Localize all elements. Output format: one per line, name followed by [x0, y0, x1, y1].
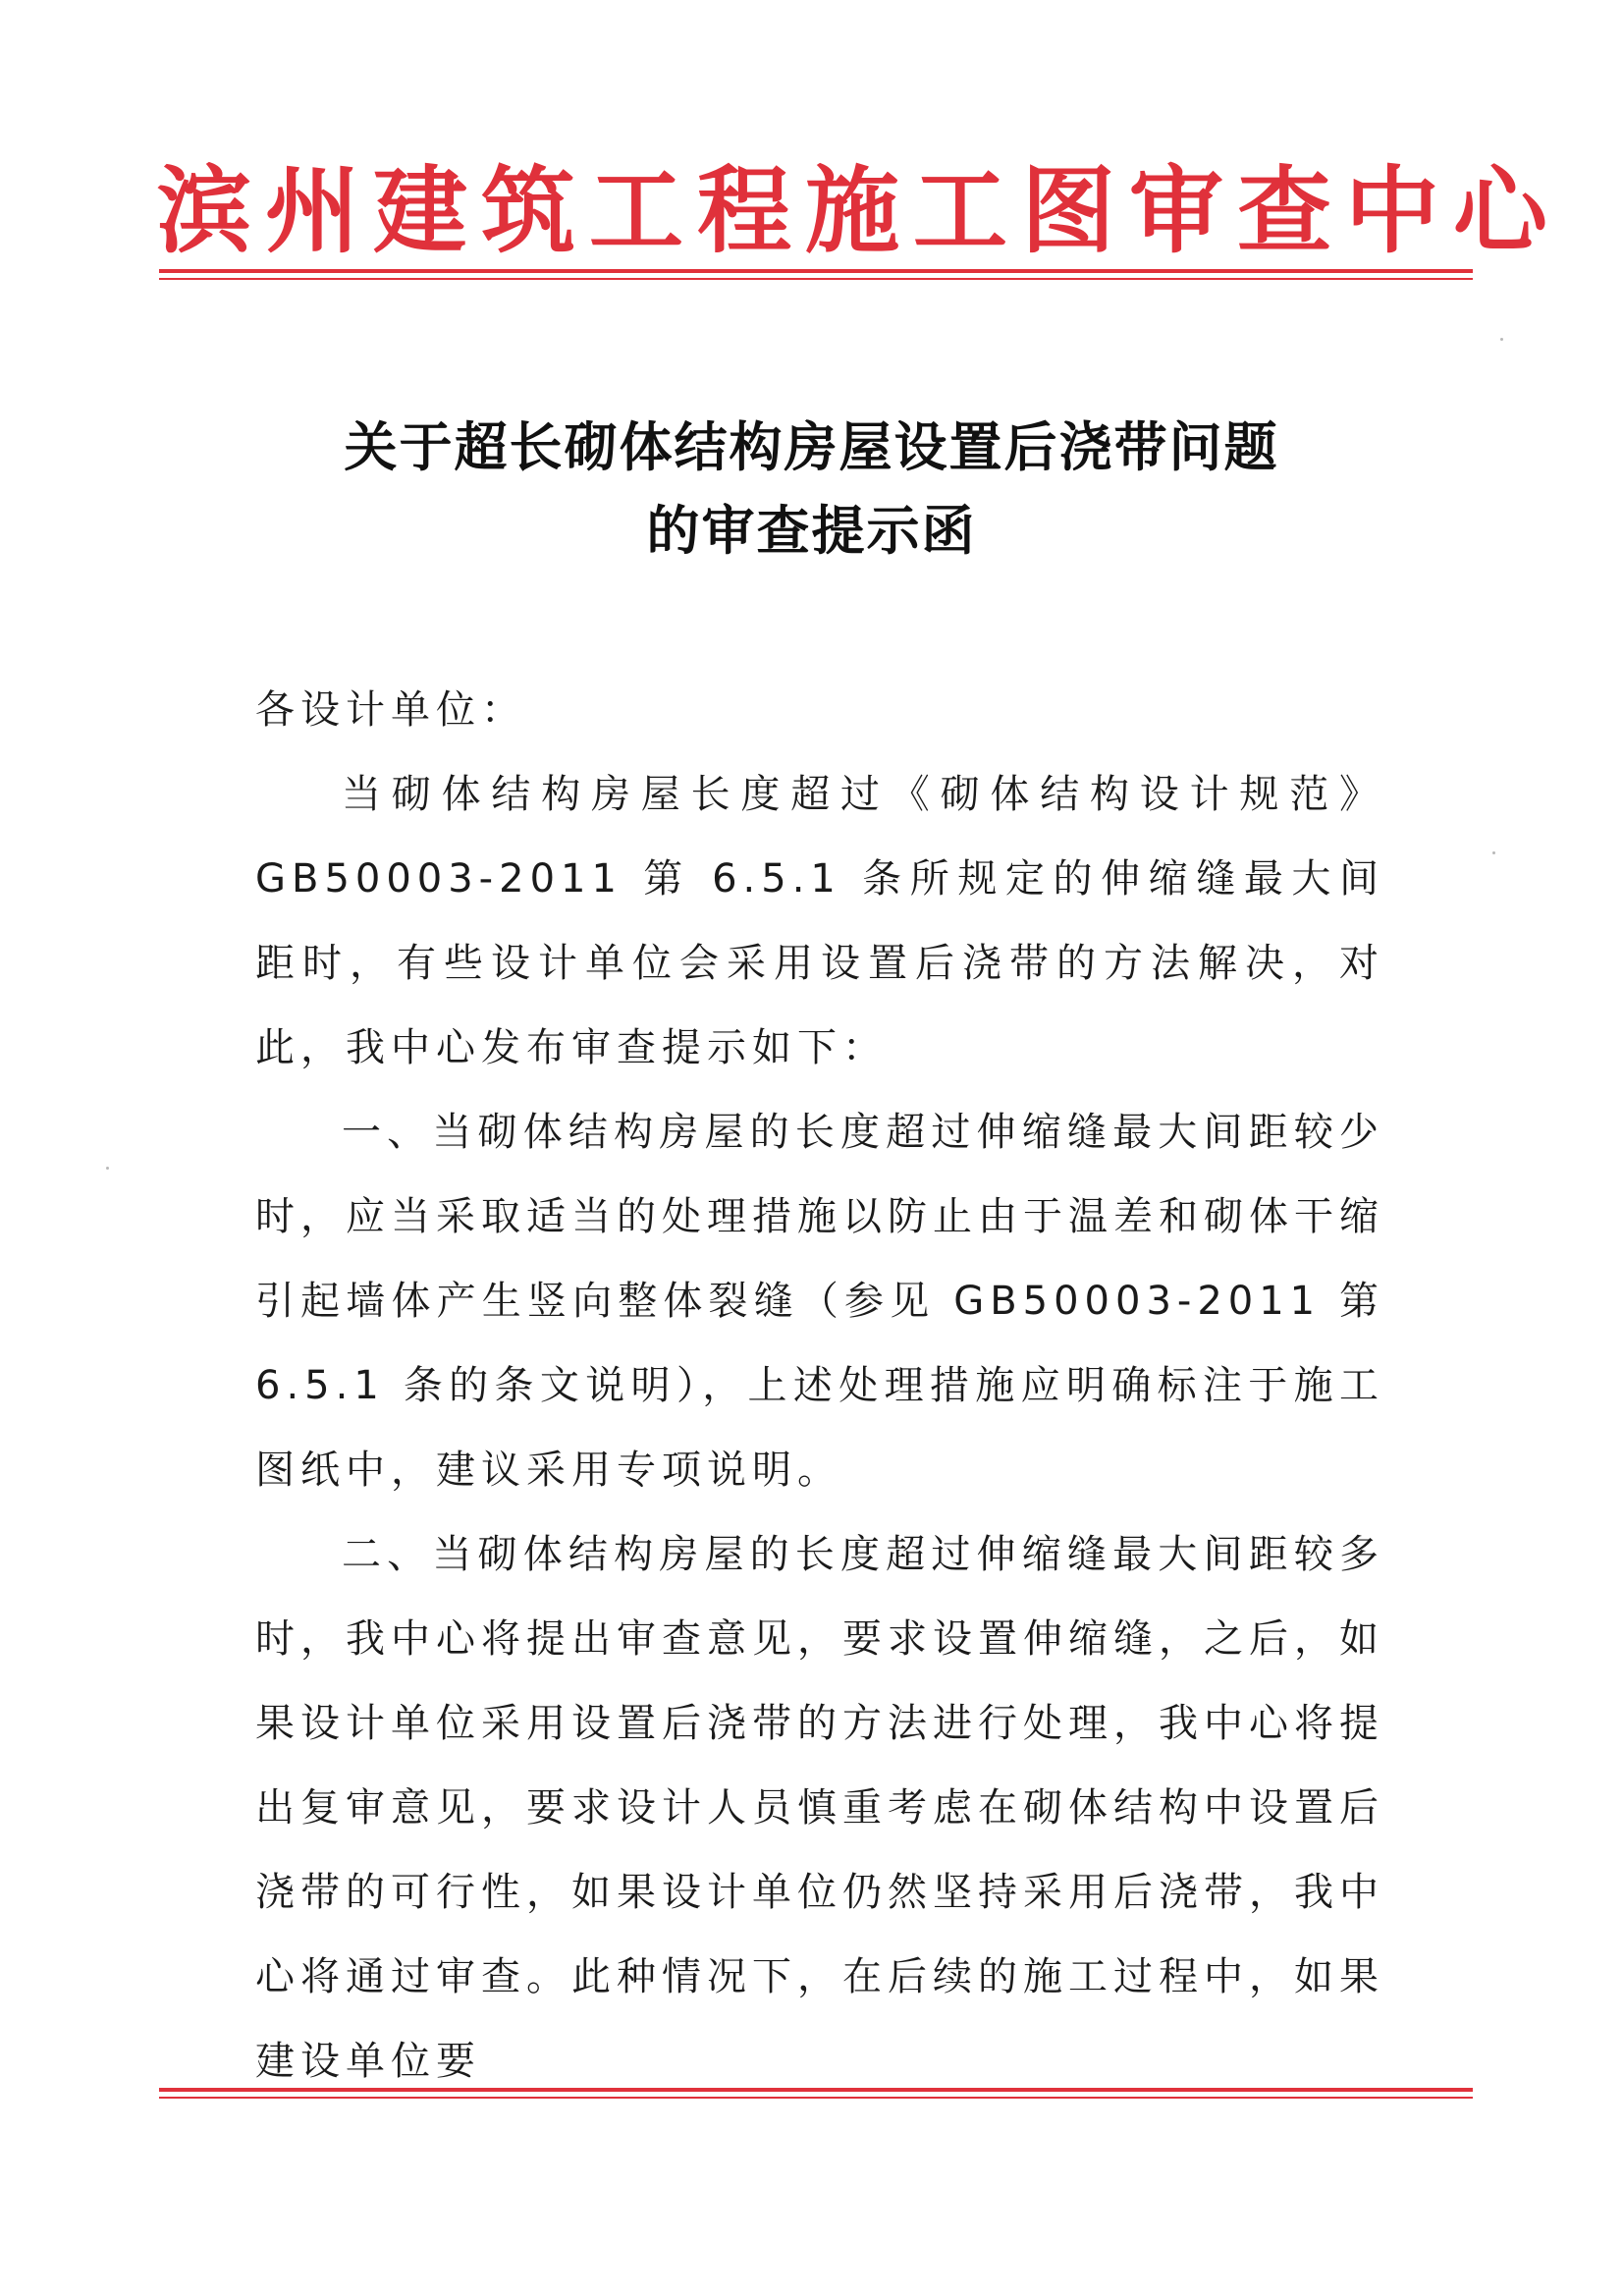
letterhead-organization-name: 滨州建筑工程施工图审查中心: [157, 155, 1561, 266]
body-paragraph-intro: 当砌体结构房屋长度超过《砌体结构设计规范》GB50003-2011 第 6.5.1 条所规定的伸缩缝最大间距时，有些设计单位会采用设置后浇带的方法解决，对此，我中心发布审查提示如下：: [255, 772, 1384, 1070]
letterhead-red-rule-thick: [159, 269, 1473, 273]
body-paragraph-item-2: 二、当砌体结构房屋的长度超过伸缩缝最大间距较多时，我中心将提出审查意见，要求设置伸缩缝，之后，如果设计单位采用设置后浇带的方法进行处理，我中心将提出复审意见，要求设计人员慎重考虑在砌体结构中设置后浇带的可行性，如果设计单位仍然坚持采用后浇带，我中心将通过审查。此种情况下，在后续的施工过程中，如果建设单位要: [255, 1532, 1384, 2084]
scan-speck: [106, 1167, 109, 1170]
body-paragraph-item-1: 一、当砌体结构房屋的长度超过伸缩缝最大间距较少时，应当采取适当的处理措施以防止由于温差和砌体干缩引起墙体产生竖向整体裂缝（参见 GB50003-2011 第 6.5.1 条的条文说明），上述处理措施应明确标注于施工图纸中，建议采用专项说明。: [255, 1110, 1384, 1493]
salutation: 各设计单位：: [255, 687, 526, 733]
footer-red-rule-thin: [159, 2097, 1473, 2099]
document-title-line-1: 关于超长砌体结构房屋设置后浇带问题: [344, 415, 1279, 478]
letterhead-red-rule-thin: [159, 278, 1473, 280]
footer-red-rule-thick: [159, 2088, 1473, 2092]
scan-speck: [1500, 338, 1503, 341]
scan-speck: [1492, 851, 1495, 854]
document-title-line-2: 的审查提示函: [646, 499, 977, 562]
